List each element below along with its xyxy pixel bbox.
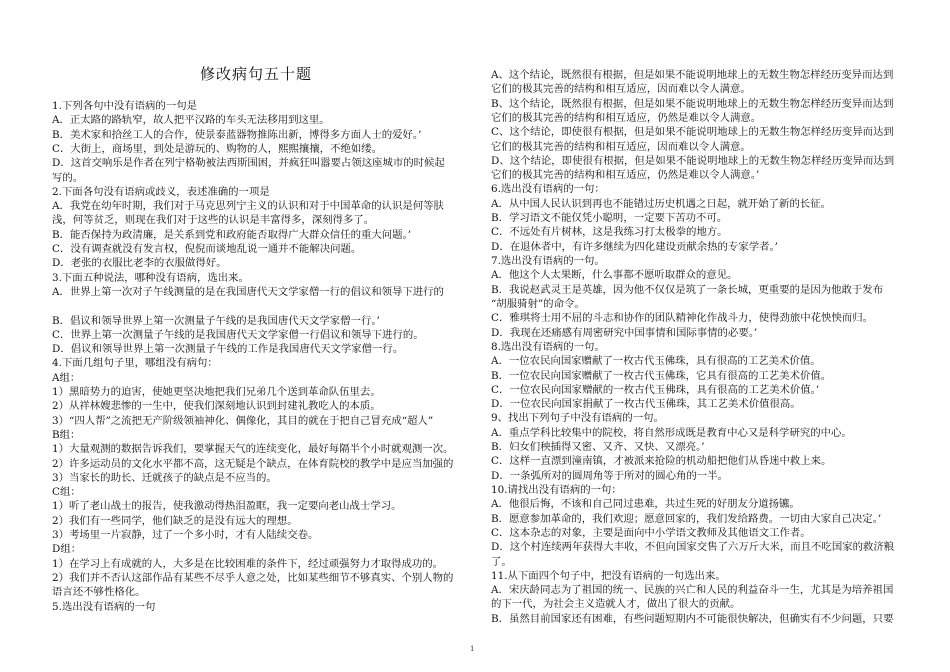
text-line: A．他很后悔，不该和自己同过患难，共过生死的好朋友分道扬镳。 <box>491 498 800 511</box>
text-line: D．一条弧所对的圆周角等于所对的圆心角的一半。 <box>491 469 728 482</box>
text-line: 5.选出没有语病的一句 <box>52 600 156 613</box>
page-number: 1 <box>470 645 475 653</box>
text-line: 11.从下面四个句子中，把没有语病的一句选出来。 <box>491 569 726 582</box>
text-line: 1.下列各句中没有语病的一句是 <box>52 100 197 112</box>
text-line: D．在退休者中，有许多继续为四化建设贡献余热的专家学者。’ <box>491 240 778 253</box>
text-line: 3）考场里一片寂静，过了一个多小时，才有人陆续交卷。 <box>52 529 319 541</box>
text-line: 10.请找出没有语病的一句： <box>491 483 622 496</box>
text-line: B．愿意参加革命的，我们欢迎；愿意回家的，我们发给路费。一切由大家自己决定。’ <box>491 512 882 525</box>
text-line: A．重点学科比较集中的院校，将自然形成既是教育中心又是科学研究的中心。 <box>491 426 852 439</box>
text-line: C．一位农民向国家赠献的一枚古代玉佛珠，具有很高的工艺美术价值。’ <box>491 383 820 396</box>
text-line: 2.下面各句没有语病或歧义，表述准确的一项是 <box>52 185 270 198</box>
page-title: 修改病句五十题 <box>200 65 313 83</box>
text-line: 2）许多运动员的文化水平都不高，这无疑是个缺点，在体育院校的教学中是应当加强的 <box>52 457 454 470</box>
text-line: D．我现在还痛感有周密研究中国事情和国际事情的必要。’ <box>491 326 758 339</box>
text-line: 浅，何等贫乏，则现在我们对于这些的认识是丰富得多，深刻得多了。 <box>52 214 375 227</box>
text-line: B．学习语文不能仅凭小聪明，一定要下苦功不可。 <box>491 212 728 225</box>
text-line: B．美术家和拾丝工人的合作，使景泰蓝器物推陈出新，博得多方面人士的爱好。’ <box>52 128 422 141</box>
text-line: A组： <box>52 371 81 384</box>
text-line: A．他这个人太果断，什么事都不愿听取群众的意见。 <box>491 269 738 282</box>
text-line: D组： <box>52 543 82 556</box>
text-line: 8.选出没有语病的一句。 <box>491 340 605 353</box>
text-line: 3.下面五种说法，哪种没有语病，选出来。 <box>52 271 249 284</box>
text-line: A．一位农民向国家赠献了一枚古代玉佛珠，具有很高的工艺美术价值。 <box>491 355 821 368</box>
text-line: D．老张的衣服比老李的衣服做得好。 <box>52 257 227 270</box>
text-line: 9、找出下列句子中没有语病的一句。 <box>491 412 664 425</box>
text-line: 1）在学习上有成就的人，大多是在比较困难的条件下，经过顽强努力才取得成功的。 <box>52 557 444 570</box>
text-line: B．能否保持为政清廉，是关系到党和政府能否取得广大群众信任的重大问题。’ <box>52 228 412 241</box>
text-line: B．虽然目前国家还有困难，有些问题短期内不可能很快解决，但确实有不少问题，只要 <box>491 612 894 625</box>
text-line: D．这个村连续两年获得大丰收，不但向国家交售了六万斤大米，而且不吃国家的救济粮 <box>491 541 895 554</box>
text-line: B、这个结论，既然很有根据，但是如果不能说明地球上的无数生物怎样经历变异而达到 <box>491 97 894 110</box>
text-line: 2）从祥林嫂悲惨的一生中，使我们深刻地认识到封建礼教吃人的本质。 <box>52 400 381 413</box>
text-line: A、这个结论，既然很有根据，但是如果不能说明地球上的无数生物怎样经历变异而达到 <box>491 69 894 81</box>
text-line: D．一位农民向国家捐献了一枚古代玉佛珠，其工艺美术价值很高。 <box>491 398 801 411</box>
text-line: D、这个结论，即使很有根据，但是如果不能说明地球上的无数生物怎样经历变异而达到 <box>491 154 895 167</box>
text-line: 3）当家长的助长、迁就孩子的缺点是不应当的。 <box>52 471 277 484</box>
text-line: C．不远处有片树林，这是我练习打太极拳的地方。 <box>491 226 728 239</box>
text-line: B．妇女们秧插得又密、又齐、又快、又漂亮。’ <box>491 441 705 454</box>
text-line: 1）听了老山战士的报告，使我激动得热泪盈眶，我一定要向老山战士学习。 <box>52 500 402 513</box>
text-line: D．这首交响乐是作者在列宁格勒被法西斯围困，并疯狂叫嚣要占领这座城市的时候起 <box>52 157 445 170</box>
text-line: 的下一代，为社会主义造就人才，做出了很大的贡献。 <box>491 598 741 611</box>
text-line: A．正太路的路轨窄，故人把平汉路的车头无法移用到这里。 <box>52 114 330 127</box>
text-line: C．这样一直漂到潼南镇，才被派来抢险的机动船把他们从昏迷中救上来。 <box>491 455 832 468</box>
text-line: 3）“四人帮”之流把无产阶级领袖神化、偶像化，其目的就在于把自己冒充成“超人” <box>52 414 434 427</box>
text-line: 2）我们有一些同学，他们缺乏的是没有远大的理想。 <box>52 514 298 527</box>
text-line: 2）我们并不否认这部作品有某些不尽乎人意之处，比如某些细节不够真实、个别人物的 <box>52 571 454 584</box>
text-line: 它们的极其完善的结构和相互适应，因而难以令人满意。 <box>491 83 751 96</box>
text-line: 了。 <box>491 555 512 568</box>
text-line: 6.选出没有语病的一句： <box>491 183 605 196</box>
text-line: 1）黑暗势力的迫害，使她更坚决地把我们兄弟几个送到革命队伍里去。 <box>52 386 381 398</box>
text-line: C．雅琪将士用不屈的斗志和协作的团队精神化作战斗力，使得劲旅中花怏怏而归。 <box>491 312 874 325</box>
text-line: B．一位农民向国家赠献了一枚古代玉佛珠，它具有很高的工艺美术价值。 <box>491 369 832 382</box>
text-line: 它们的极其完善的结构和相互适应，仍然是难以令人满意。 <box>491 111 762 124</box>
text-line: C、这个结论，即使很有根据，但是如果不能说明地球上的无数生物怎样经历变异而达到 <box>491 126 894 139</box>
text-line: C．世界上第一次测量子午线的是我国唐代天文学家僧一行倡议和领导下进行的。 <box>52 328 424 341</box>
text-line: C．这本杂志的对象，主要是面向中小学语文教师及其他语文工作者。 <box>491 526 811 539</box>
text-line: 7.选出没有语病的一句。 <box>491 255 605 268</box>
text-line: C．没有调查就没有发言权，倪倪而谈地乱说一通并不能解决问题。 <box>52 243 362 255</box>
text-line: B．倡议和领导世界上第一次测量子午线的是我国唐代天文学家僧一行。’ <box>52 314 380 327</box>
text-line: 语言还不够性格化。 <box>52 586 146 599</box>
text-line: 它们的极其完善的结构和相互适应，因而难以令人满意。 <box>491 140 751 153</box>
text-line: B组： <box>52 428 81 441</box>
text-line: A．世界上第一次对子午线测量的是在我国唐代天文学家僧一行的倡议和领导下进行的 <box>52 285 444 298</box>
text-line: B．我说赵武灵王是英雄，因为他不仅仅是筑了一条长城，更重要的是因为他敢于发布 <box>491 283 884 296</box>
text-line: D．倡议和领导世界上第一次测量子午线的工作是我国唐代天文学家僧一行。 <box>52 343 404 356</box>
text-line: A．我党在幼年时期，我们对于马克思列宁主义的认识和对于中国革命的认识是何等肤 <box>52 200 444 213</box>
text-line: C．大街上，商场里，到处是游玩的、购物的人，熙熙攘攘，不绝如缕。 <box>52 142 383 155</box>
text-line: “胡服骑射”的命令。 <box>491 297 585 310</box>
text-line: 它们的极其完善的结构和相互适应，仍然是难以令人满意。’ <box>491 169 760 182</box>
text-line: 4.下面几组句子里，哪组没有病句： <box>52 357 218 370</box>
text-line: C组： <box>52 486 81 499</box>
text-line: A．从中国人民认识到再也不能错过历史机遇之日起，就开始了新的长征。 <box>491 197 832 210</box>
text-line: 写的。 <box>52 171 84 184</box>
text-line: 1）大量观测的数据告诉我们，要掌握天气的连续变化，最好每隔半个小时就观测一次。 <box>52 443 454 456</box>
text-line: A．宋庆龄同志为了祖国的统一、民族的兴亡和人民的利益奋斗一生，尤其是为培养祖国 <box>491 584 894 597</box>
